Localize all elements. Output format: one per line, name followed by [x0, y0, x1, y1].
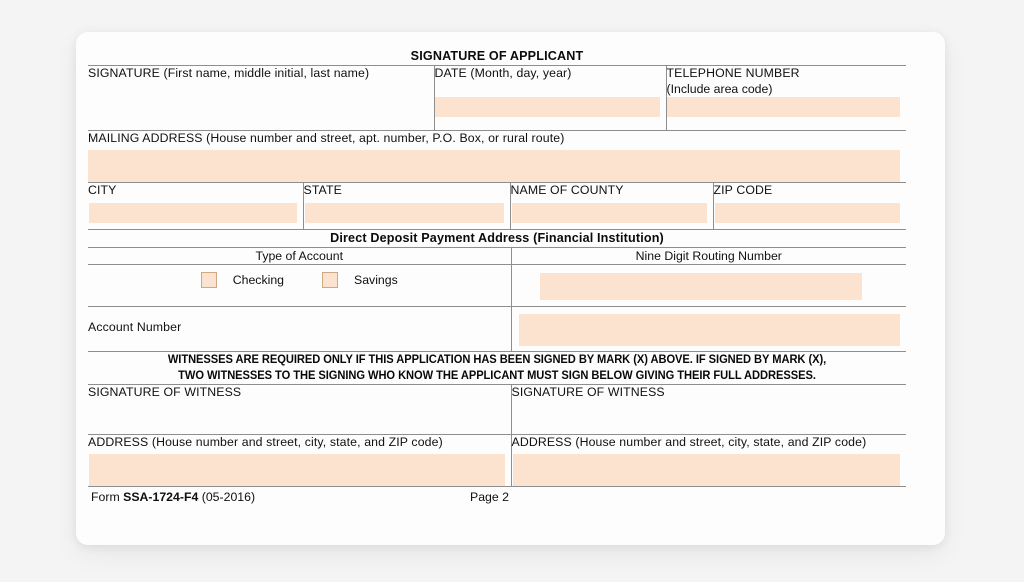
form-area [82, 48, 939, 509]
witness-1-address-cell [88, 435, 511, 487]
signature-label: SIGNATURE (First name, middle initial, last name) [88, 66, 370, 80]
witness-address-row [88, 435, 906, 487]
form-revision: (05-2016) [201, 489, 256, 504]
witness-notice-line-1: WITNESSES ARE REQUIRED ONLY IF THIS APPLICATION HAS BEEN SIGNED BY MARK (X) ABOVE. IF SIGNED BY MARK (X), [167, 352, 827, 366]
direct-deposit-heading: Direct Deposit Payment Address (Financial Institution) [330, 230, 664, 245]
witness-2-signature-cell [511, 384, 906, 435]
state-cell [303, 183, 510, 229]
date-input[interactable] [435, 97, 660, 117]
checking-checkbox[interactable] [201, 272, 217, 288]
type-of-account-header: Type of Account [255, 248, 343, 263]
account-number-cell [511, 306, 906, 351]
city-label: CITY [88, 183, 117, 197]
form-identifier [91, 490, 255, 504]
direct-deposit-column-headers-row [88, 247, 906, 264]
signature-fields-row [88, 66, 906, 130]
account-type-cell [88, 264, 511, 306]
checking-option[interactable] [201, 272, 322, 288]
signature-cell [88, 66, 434, 130]
account-type-row [88, 264, 906, 306]
witness-notice-line-2: TWO WITNESSES TO THE SIGNING WHO KNOW THE APPLICANT MUST SIGN BELOW GIVING THEIR FULL ADDRESSES. [178, 368, 816, 382]
document-card [76, 32, 945, 545]
witness-1-address-label: ADDRESS (House number and street, city, state, and ZIP code) [88, 435, 443, 449]
witness-2-address-input[interactable] [513, 454, 901, 486]
direct-deposit-heading-row [88, 229, 906, 247]
witness-2-signature-label: SIGNATURE OF WITNESS [511, 384, 665, 399]
account-type-options [88, 265, 511, 295]
signature-input[interactable] [88, 82, 434, 130]
telephone-cell [666, 66, 906, 130]
witness-table [88, 351, 906, 487]
witness-2-address-cell [511, 435, 906, 487]
mailing-address-table [88, 130, 906, 229]
savings-option[interactable] [322, 272, 398, 288]
checking-label: Checking [232, 272, 284, 287]
savings-label: Savings [354, 272, 398, 287]
telephone-sublabel: (Include area code) [666, 81, 773, 96]
mailing-address-input[interactable] [88, 150, 900, 182]
city-input[interactable] [89, 203, 297, 223]
state-input[interactable] [305, 203, 504, 223]
date-label: DATE (Month, day, year) [434, 66, 572, 80]
county-input[interactable] [512, 203, 707, 223]
witness-2-address-label: ADDRESS (House number and street, city, state, and ZIP code) [511, 435, 867, 449]
mailing-address-label: MAILING ADDRESS (House number and street, apt. number, P.O. Box, or rural route) [88, 130, 565, 145]
account-number-input[interactable] [519, 314, 901, 346]
city-state-county-zip-row [88, 183, 906, 229]
witness-signature-row [88, 384, 906, 435]
routing-number-header: Nine Digit Routing Number [511, 247, 906, 264]
telephone-label: TELEPHONE NUMBER [666, 66, 800, 80]
witness-1-signature-input[interactable] [88, 400, 511, 434]
account-number-label: Account Number [88, 319, 182, 334]
zip-cell [713, 183, 906, 229]
direct-deposit-table [88, 229, 906, 351]
routing-number-cell [511, 264, 906, 306]
mailing-address-cell [88, 130, 906, 183]
zip-label: ZIP CODE [713, 183, 773, 197]
routing-number-input[interactable] [540, 273, 863, 300]
page-title: SIGNATURE OF APPLICANT [410, 49, 584, 63]
account-number-label-cell [88, 306, 511, 351]
telephone-input[interactable] [667, 97, 901, 117]
witness-2-signature-input[interactable] [512, 400, 907, 434]
form-number: SSA-1724-F4 [123, 489, 199, 504]
page-number: Page 2 [470, 489, 509, 504]
zip-input[interactable] [715, 203, 901, 223]
mailing-address-row [88, 130, 906, 183]
date-cell [434, 66, 666, 130]
witness-1-signature-cell [88, 384, 511, 435]
witness-1-address-input[interactable] [89, 454, 505, 486]
state-label: STATE [303, 183, 342, 197]
form-prefix: Form [91, 489, 120, 504]
witness-1-signature-label: SIGNATURE OF WITNESS [88, 384, 242, 399]
city-cell [88, 183, 303, 229]
county-cell [510, 183, 713, 229]
form-footer [88, 487, 906, 509]
signature-of-applicant-table [88, 48, 906, 130]
county-label: NAME OF COUNTY [510, 183, 624, 197]
savings-checkbox[interactable] [322, 272, 338, 288]
witness-notice [104, 351, 889, 384]
witness-notice-row [88, 351, 906, 384]
form-title-row [88, 48, 906, 66]
account-number-row [88, 306, 906, 351]
